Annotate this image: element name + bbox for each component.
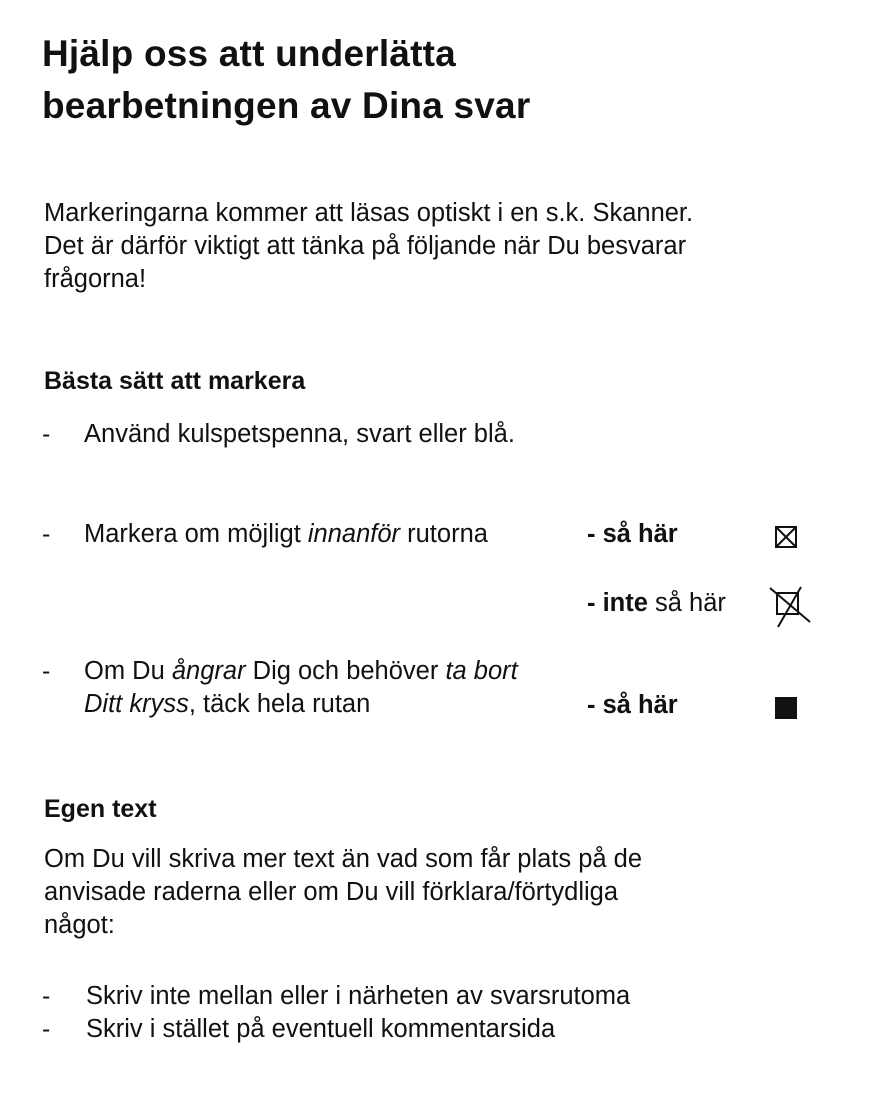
filled-box-icon bbox=[775, 697, 797, 719]
own-text-item-2: Skriv i stället på eventuell kommentarsida bbox=[86, 1015, 556, 1043]
bullet-dash: - bbox=[42, 420, 51, 448]
overflowing-cross-box-icon bbox=[768, 585, 812, 629]
text: , täck hela rutan bbox=[188, 690, 371, 718]
own-text-paragraph bbox=[44, 843, 642, 942]
label: så här bbox=[602, 520, 678, 548]
bullet-dash: - bbox=[42, 1015, 51, 1043]
page-title-line-2: bearbetningen av Dina svar bbox=[42, 85, 531, 126]
intro-line-1: Markeringarna kommer att läsas optiskt i en s.k. Skanner. bbox=[44, 199, 694, 227]
marking-heading: Bästa sätt att markera bbox=[44, 367, 306, 395]
undo-line-2 bbox=[84, 688, 518, 721]
text: rutorna bbox=[400, 520, 488, 548]
example-bad-label bbox=[587, 587, 726, 620]
undo-line-1 bbox=[84, 655, 518, 688]
marking-item-undo bbox=[84, 655, 518, 721]
own-text-line-2: anvisade raderna eller om Du vill förklara/förtydliga bbox=[44, 878, 619, 906]
text: Om Du bbox=[84, 657, 172, 685]
dash: - bbox=[587, 520, 603, 548]
marking-item-inside bbox=[84, 518, 488, 551]
intro-paragraph bbox=[44, 197, 693, 296]
emphasis: innanför bbox=[307, 520, 401, 548]
bullet-dash: - bbox=[42, 982, 51, 1010]
emphasis: ta bort bbox=[445, 657, 518, 685]
emphasis: Ditt kryss bbox=[84, 690, 189, 718]
bullet-dash: - bbox=[42, 657, 51, 685]
text: Markera om möjligt bbox=[84, 520, 308, 548]
own-text-heading: Egen text bbox=[44, 795, 157, 823]
page-title bbox=[42, 28, 530, 132]
intro-line-3: frågorna! bbox=[44, 265, 147, 293]
label: så här bbox=[602, 691, 678, 719]
own-text-item-1: Skriv inte mellan eller i närheten av svarsrutoma bbox=[86, 982, 631, 1010]
page-title-line-1: Hjälp oss att underlätta bbox=[42, 33, 456, 74]
label: så här bbox=[647, 589, 726, 617]
crossed-box-icon bbox=[775, 526, 797, 548]
emphasis: ångrar bbox=[171, 657, 246, 685]
example-filled-label bbox=[587, 689, 678, 722]
dash: - bbox=[587, 691, 603, 719]
bullet-dash: - bbox=[42, 520, 51, 548]
text: Dig och behöver bbox=[245, 657, 446, 685]
own-text-line-3: något: bbox=[44, 911, 115, 939]
own-text-line-1: Om Du vill skriva mer text än vad som får plats på de bbox=[44, 845, 643, 873]
dash: - bbox=[587, 589, 603, 617]
example-good-label bbox=[587, 518, 678, 551]
label-bold: inte bbox=[602, 589, 648, 617]
marking-item-pen: Använd kulspetspenna, svart eller blå. bbox=[84, 420, 515, 448]
intro-line-2: Det är därför viktigt att tänka på följande när Du besvarar bbox=[44, 232, 687, 260]
